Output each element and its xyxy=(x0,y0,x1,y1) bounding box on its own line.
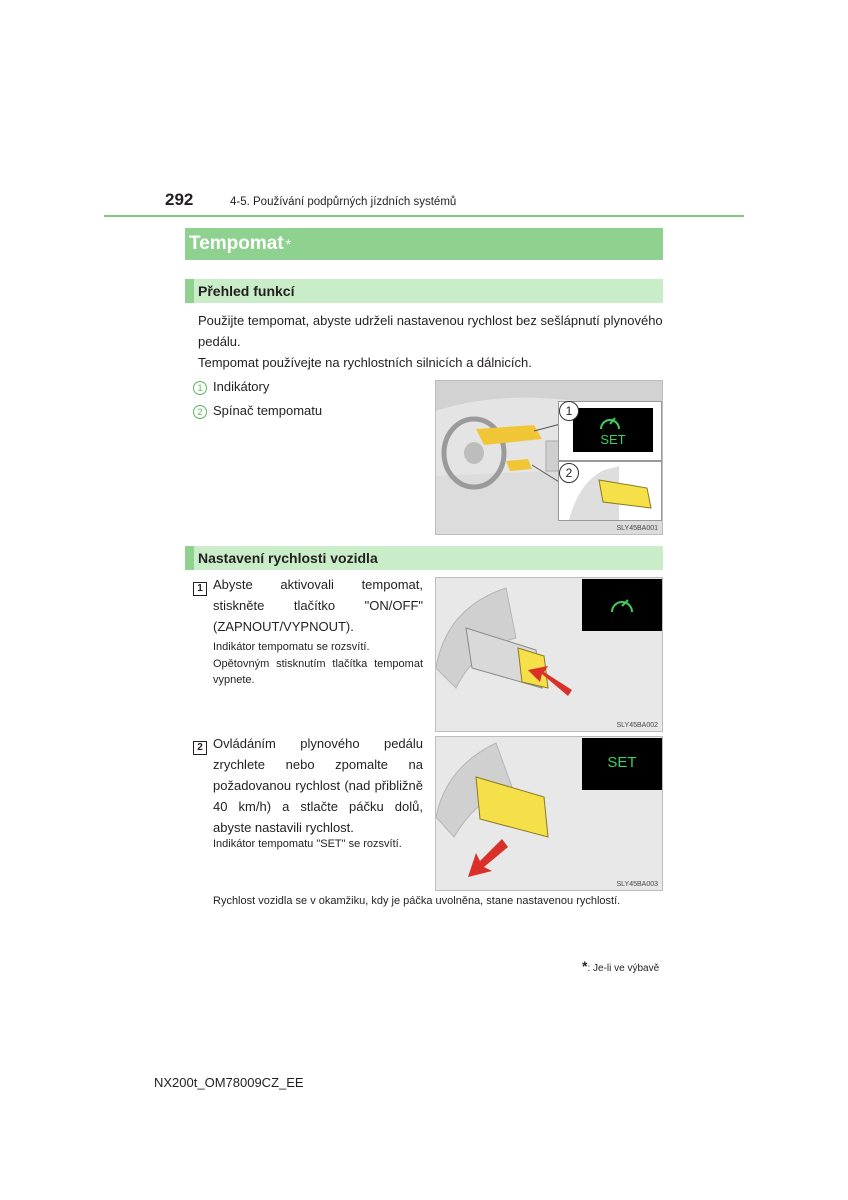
footnote-text: : Je-li ve výbavě xyxy=(587,963,660,974)
footnote-mark: * xyxy=(582,958,588,974)
dashboard-figure xyxy=(435,380,663,535)
section-title-text: Tempomat xyxy=(189,233,284,254)
step-2-text: Ovládáním plynového pedálu zrychlete nebo zpomalte na požadovanou rychlost (nad přibližně 40 km/h) a stlačte páčku dolů, abyste nastavili rychlost. xyxy=(213,736,423,835)
overview-heading: Přehled funkcí xyxy=(185,279,663,303)
overview-item-label: Indikátory xyxy=(213,379,270,394)
step-2-number xyxy=(193,737,207,755)
set-indicator-text: SET xyxy=(600,432,626,447)
item-number-badge: 2 xyxy=(193,405,207,419)
section-title xyxy=(185,228,663,260)
overview-item-label: Spínač tempomatu xyxy=(213,403,323,418)
indicator-display xyxy=(573,408,653,452)
step-1-number xyxy=(193,578,207,596)
item-number-badge: 1 xyxy=(193,381,207,395)
overview-item-2 xyxy=(193,400,322,421)
set-indicator-text: SET xyxy=(607,754,637,771)
figure-code: SLY45BA003 xyxy=(616,881,658,888)
overview-paragraph-2: Tempomat používejte na rychlostních silnicích a dálnicích. xyxy=(198,355,532,370)
step-1-text: Abyste aktivovali tempomat, stiskněte tlačítko "ON/OFF" (ZAPNOUT/VYPNOUT). xyxy=(213,577,423,634)
overview-item-1 xyxy=(193,376,269,397)
page-number: 292 xyxy=(165,190,194,209)
cruise-control-icon xyxy=(597,412,623,432)
footnote xyxy=(582,958,659,974)
step-2-figure xyxy=(435,736,663,891)
cruise-control-icon xyxy=(608,593,636,615)
callout-1-badge: 1 xyxy=(559,401,579,421)
optional-mark: * xyxy=(285,236,292,252)
indicator-display xyxy=(582,579,662,631)
overview-paragraph-1: Použijte tempomat, abyste udrželi nastavenou rychlost bez sešlápnutí plynového pedálu. xyxy=(198,313,663,349)
step-1-figure xyxy=(435,577,663,732)
closing-note: Rychlost vozidla se v okamžiku, kdy je páčka uvolněna, stane nastavenou rychlostí. xyxy=(213,895,621,907)
step-1-note-2: Opětovným stisknutím tlačítka tempomat vypnete. xyxy=(213,658,423,686)
header-rule xyxy=(104,215,744,217)
callout-2-badge: 2 xyxy=(559,463,579,483)
figure-code: SLY45BA002 xyxy=(616,722,658,729)
step-number-box: 1 xyxy=(193,582,207,596)
step-2-note-1: Indikátor tempomatu "SET" se rozsvítí. xyxy=(213,838,402,850)
step-1-note-1: Indikátor tempomatu se rozsvítí. xyxy=(213,641,370,653)
indicator-display xyxy=(582,738,662,790)
chapter-title: 4-5. Používání podpůrných jízdních systémů xyxy=(230,196,457,208)
footer-code: NX200t_OM78009CZ_EE xyxy=(154,1075,304,1090)
figure-code: SLY45BA001 xyxy=(616,525,658,532)
step-number-box: 2 xyxy=(193,741,207,755)
setting-heading: Nastavení rychlosti vozidla xyxy=(185,546,663,570)
